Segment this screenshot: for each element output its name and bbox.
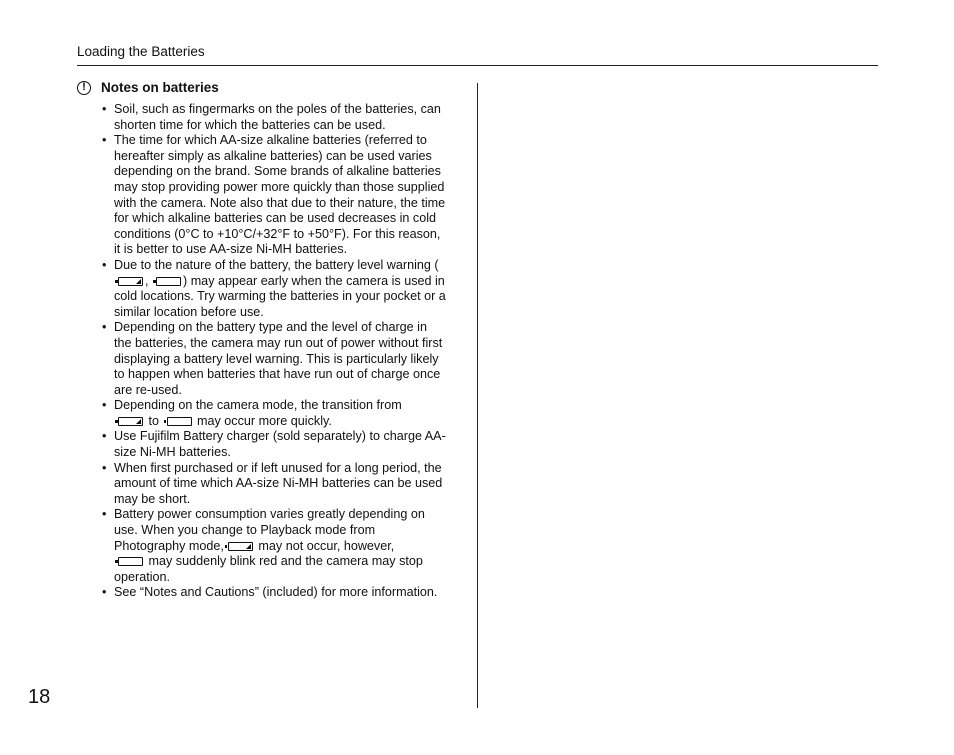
battery-empty-icon xyxy=(156,277,181,286)
running-header: Loading the Batteries xyxy=(77,44,205,59)
notes-heading xyxy=(77,78,447,97)
battery-empty-icon xyxy=(167,417,192,426)
list-item: • Depending on the camera mode, the transition from to may occur more quickly. xyxy=(114,398,447,429)
notes-section xyxy=(77,78,447,601)
page-number: 18 xyxy=(28,686,51,708)
list-item: • Use Fujifilm Battery charger (sold separately) to charge AA-size Ni-MH batteries. xyxy=(114,429,447,460)
list-item: • Soil, such as fingermarks on the poles of the batteries, can shorten time for which the batteries can be used. xyxy=(114,102,447,133)
list-item: • The time for which AA-size alkaline batteries (referred to hereafter simply as alkaline batteries) can be used varies depending on the brand. Some brands of alkaline batteries may stop providing power more quickly than those supplied with the camera. Note also that due to their nature, the time for which alkaline batteries can be used decreases in cold conditions (0°C to +10°C/+32°F to +50°F). For this reason, it is better to use AA-size Ni-MH batteries. xyxy=(114,133,447,258)
header-rule xyxy=(77,65,878,66)
list-item: • When first purchased or if left unused for a long period, the amount of time which AA-size Ni-MH batteries can be used may be short. xyxy=(114,461,447,508)
list-item: • See “Notes and Cautions” (included) for more information. xyxy=(114,585,447,601)
notes-title: Notes on batteries xyxy=(101,80,219,95)
battery-low-icon xyxy=(118,417,143,426)
notes-list xyxy=(77,102,447,601)
battery-low-icon xyxy=(228,542,253,551)
list-item: • Due to the nature of the battery, the battery level warning (, ) may appear early when the camera is used in cold locations. Try warming the batteries in your pocket or a similar location before use. xyxy=(114,258,447,320)
caution-icon: ! xyxy=(77,81,91,95)
list-item: • Depending on the battery type and the level of charge in the batteries, the camera may run out of power without first displaying a battery level warning. This is particularly likely to happen when batteries that have run out of charge once are re-used. xyxy=(114,320,447,398)
battery-low-icon xyxy=(118,277,143,286)
column-divider xyxy=(477,83,478,708)
battery-empty-icon xyxy=(118,557,143,566)
list-item: • Battery power consumption varies greatly depending on use. When you change to Playback mode from Photography mode, may not occur, however, may suddenly blink red and the camera may stop operation. xyxy=(114,507,447,585)
